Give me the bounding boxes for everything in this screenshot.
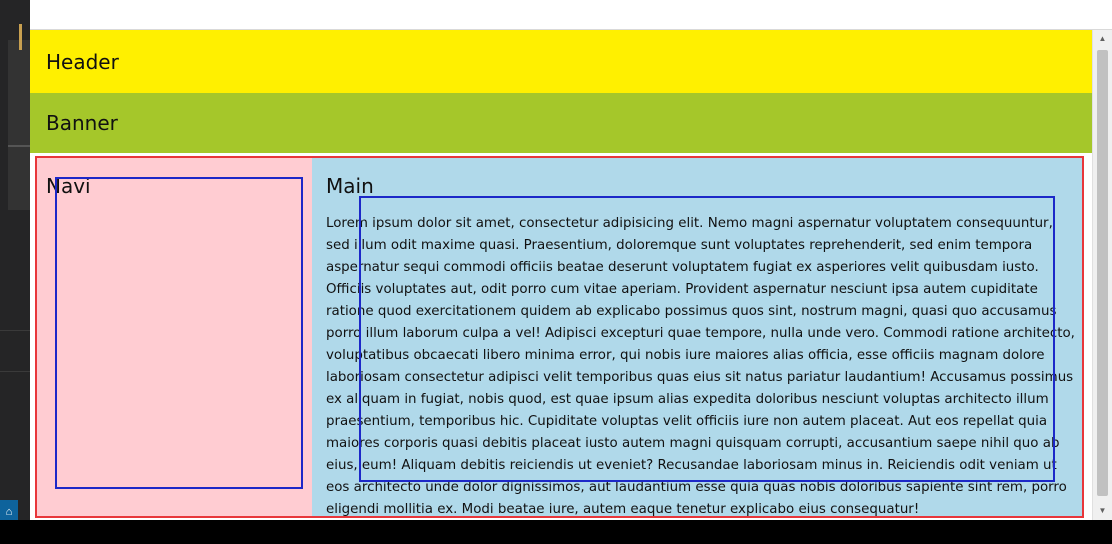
content-container: [35, 156, 1084, 518]
browser-viewport: [30, 0, 1112, 520]
viewport-top-band: [30, 0, 1112, 30]
main-paragraph: Lorem ipsum dolor sit amet, consectetur adipisicing elit. Nemo magni aspernatur voluptatem consequuntur, sed illum odit maxime quasi. Praesentium, doloremque sunt voluptates reprehenderit, sed enim tempora aspernatur sequi commodi officiis beatae deserunt voluptatem fugiat ex asperiores velit quibusdam iusto. Officiis voluptates aut, odit porro cum vitae aperiam. Provident aspernatur nesciunt ipsa autem cupiditate ratione quod exercitationem quidem ab explicabo possimus quos sint, nostrum magni, quasi quo accusamus porro illum laborum culpa a vel! Adipisci excepturi quae tempore, nulla unde vero. Commodi ratione architecto, voluptatibus obcaecati libero minima error, qui nobis iure maiores alias officia, esse officiis magnam dolore laboriosam consectetur adipisci velit temporibus quas eius sit natus pariatur laudantium! Accusamus possimus ex aliquam in fugiat, nobis quod, est quae ipsum alias expedita doloribus nesciunt voluptas architecto illum praesentium, temporibus hic. Cupiditate voluptas velit officiis iure non autem placeat. Aut eos repellat quia maiores corporis quasi debitis placeat iusto autem magni quisquam corrupti, accusantium saepe nihil quo ab eius, eum! Aliquam debitis reiciendis ut eveniet? Recusandae laboriosam minus in. Reiciendis odit veniam ut eos architecto unde dolor dignissimos, aut laudantium esse quia quas nobis doloribus sapiente sint rem, porro eligendi mollitia ex. Modi beatae iure, autem eaque tenetur explicabo eius consequatur!: [326, 216, 1075, 517]
page-header: [30, 30, 1092, 93]
status-bar-icon[interactable]: ⌂: [0, 500, 18, 524]
main-title: Main: [326, 174, 374, 198]
page-banner: [30, 93, 1092, 153]
banner-label: Banner: [46, 111, 118, 135]
scroll-down-arrow-icon[interactable]: ▼: [1098, 506, 1107, 515]
scroll-up-arrow-icon[interactable]: ▲: [1098, 34, 1107, 43]
editor-panel: [8, 40, 30, 210]
scrollbar-thumb[interactable]: [1097, 50, 1108, 496]
navi-label: Navi: [46, 174, 91, 198]
bottom-black-band: [0, 520, 1112, 544]
editor-active-marker: [19, 24, 22, 50]
vertical-scrollbar[interactable]: [1092, 30, 1112, 520]
navi-section: [37, 158, 312, 516]
main-section: [312, 158, 1082, 516]
editor-divider: [8, 145, 30, 147]
web-page: [30, 30, 1092, 520]
header-label: Header: [46, 49, 119, 74]
editor-panel-section: [0, 330, 30, 372]
editor-side-strip: [0, 0, 30, 520]
